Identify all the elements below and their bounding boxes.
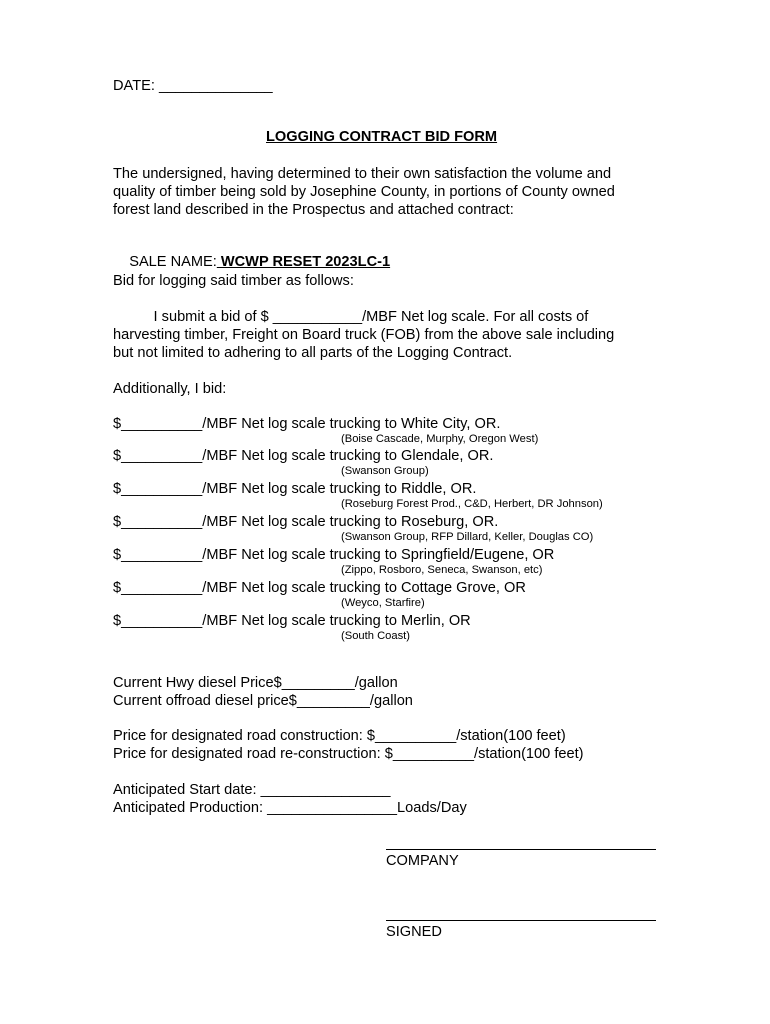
trucking-mills-white-city: (Boise Cascade, Murphy, Oregon West) — [341, 433, 539, 445]
trucking-line-white-city: $__________/MBF Net log scale trucking to White City, OR. — [113, 416, 501, 432]
form-title: LOGGING CONTRACT BID FORM — [266, 129, 498, 145]
additionally-label: Additionally, I bid: — [113, 381, 227, 397]
trucking-mills-riddle: (Roseburg Forest Prod., C&D, Herbert, DR Johnson) — [341, 498, 603, 510]
sale-name-label: SALE NAME: — [129, 254, 217, 270]
anticipated-production-line: Anticipated Production: ________________Loads/Day — [113, 800, 467, 816]
sale-name-value: WCWP RESET 2023LC-1 — [216, 254, 391, 270]
bid-paragraph-line-1: I submit a bid of $ ___________/MBF Net log scale. For all costs of — [113, 309, 589, 325]
trucking-line-roseburg: $__________/MBF Net log scale trucking to Roseburg, OR. — [113, 514, 499, 530]
signed-label: SIGNED — [386, 924, 442, 940]
trucking-mills-springfield: (Zippo, Rosboro, Seneca, Swanson, etc) — [341, 564, 543, 576]
trucking-line-springfield: $__________/MBF Net log scale trucking to Springfield/Eugene, OR — [113, 547, 555, 563]
bid-paragraph-line-2: harvesting timber, Freight on Board truck (FOB) from the above sale including — [113, 327, 615, 343]
bid-paragraph-line-3: but not limited to adhering to all parts of the Logging Contract. — [113, 345, 513, 361]
trucking-line-riddle: $__________/MBF Net log scale trucking to Riddle, OR. — [113, 481, 477, 497]
trucking-mills-roseburg: (Swanson Group, RFP Dillard, Keller, Douglas CO) — [341, 531, 594, 543]
trucking-mills-merlin: (South Coast) — [341, 630, 411, 642]
trucking-line-glendale: $__________/MBF Net log scale trucking to Glendale, OR. — [113, 448, 494, 464]
company-signature-line — [386, 849, 656, 850]
trucking-mills-cottage-grove: (Weyco, Starfire) — [341, 597, 425, 609]
trucking-line-cottage-grove: $__________/MBF Net log scale trucking to Cottage Grove, OR — [113, 580, 526, 596]
date-line: DATE: ______________ — [113, 78, 273, 94]
trucking-mills-glendale: (Swanson Group) — [341, 465, 429, 477]
bid-intro: Bid for logging said timber as follows: — [113, 273, 354, 289]
road-construction-line: Price for designated road construction: $__________/station(100 feet) — [113, 728, 566, 744]
company-label: COMPANY — [386, 853, 459, 869]
diesel-offroad-line: Current offroad diesel price$_________/gallon — [113, 693, 413, 709]
diesel-hwy-line: Current Hwy diesel Price$_________/gallon — [113, 675, 398, 691]
road-reconstruction-line: Price for designated road re-construction: $__________/station(100 feet) — [113, 746, 584, 762]
signed-signature-line — [386, 920, 656, 921]
intro-line-3: forest land described in the Prospectus and attached contract: — [113, 202, 514, 218]
intro-line-2: quality of timber being sold by Josephine County, in portions of County owned — [113, 184, 615, 200]
intro-line-1: The undersigned, having determined to their own satisfaction the volume and — [113, 166, 612, 182]
anticipated-start-line: Anticipated Start date: ________________ — [113, 782, 391, 798]
trucking-line-merlin: $__________/MBF Net log scale trucking to Merlin, OR — [113, 613, 471, 629]
